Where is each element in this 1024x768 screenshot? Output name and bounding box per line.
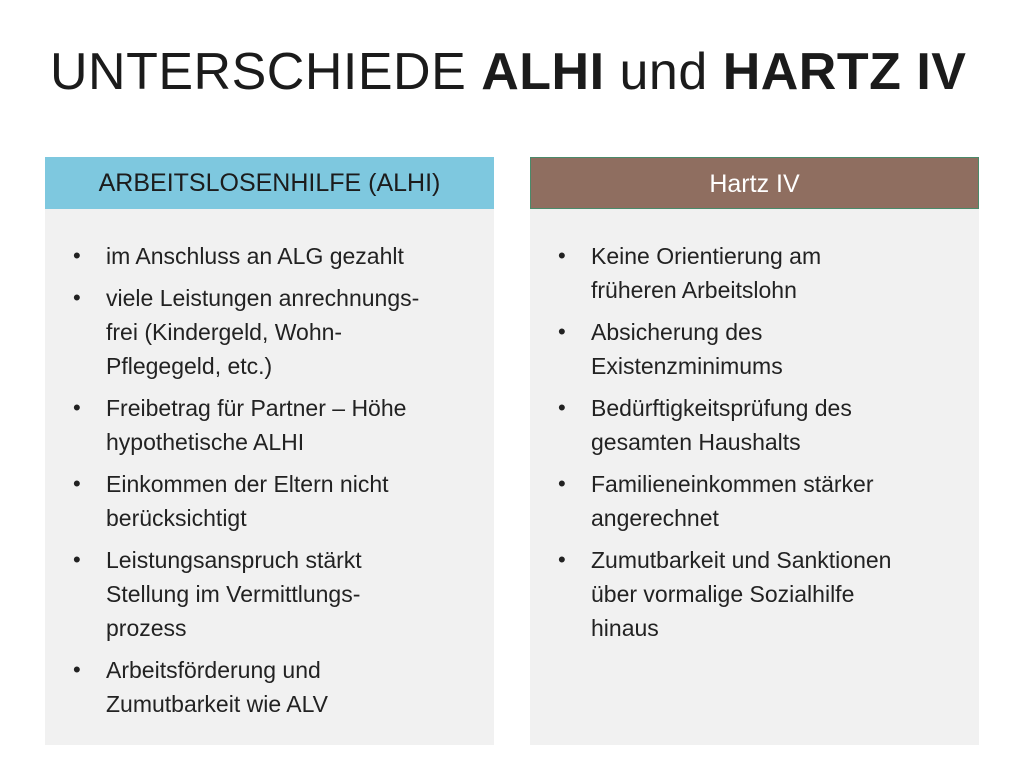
title-part-1: UNTERSCHIEDE bbox=[50, 43, 482, 101]
title-bold-alhi: ALHI bbox=[481, 43, 605, 101]
list-item bbox=[558, 543, 959, 645]
list-item bbox=[558, 315, 959, 383]
hartz-column-header: Hartz IV bbox=[530, 157, 979, 209]
bullet-dot-icon: • bbox=[73, 471, 81, 496]
bullet-dot-icon: • bbox=[558, 243, 566, 268]
bullet-dot-icon: • bbox=[558, 319, 566, 344]
bullet-dot-icon: • bbox=[73, 657, 81, 682]
bullet-dot-icon: • bbox=[73, 547, 81, 572]
bullet-dot-icon: • bbox=[558, 471, 566, 496]
hartz-bullet-list bbox=[530, 209, 979, 645]
alhi-bullet-list bbox=[45, 209, 494, 721]
list-item-text: Arbeitsförderung und Zumutbarkeit wie ALV bbox=[106, 657, 329, 717]
bullet-dot-icon: • bbox=[558, 395, 566, 420]
bullet-dot-icon: • bbox=[73, 285, 81, 310]
list-item-text: Leistungsanspruch stärkt Stellung im Vermittlungs- prozess bbox=[106, 547, 362, 641]
list-item-text: im Anschluss an ALG gezahlt bbox=[106, 243, 404, 269]
list-item bbox=[558, 239, 959, 307]
slide-title bbox=[50, 42, 966, 102]
list-item-text: Familieneinkommen stärker angerechnet bbox=[591, 471, 874, 531]
list-item-text: viele Leistungen anrechnungs- frei (Kindergeld, Wohn- Pflegegeld, etc.) bbox=[106, 285, 420, 379]
list-item bbox=[558, 391, 959, 459]
list-item bbox=[558, 467, 959, 535]
list-item bbox=[73, 391, 474, 459]
bullet-dot-icon: • bbox=[73, 243, 81, 268]
list-item bbox=[73, 543, 474, 645]
title-part-2: und bbox=[604, 43, 723, 101]
list-item bbox=[73, 467, 474, 535]
list-item-text: Freibetrag für Partner – Höhe hypothetische ALHI bbox=[106, 395, 407, 455]
list-item bbox=[73, 239, 474, 273]
list-item-text: Bedürftigkeitsprüfung des gesamten Haushalts bbox=[591, 395, 852, 455]
list-item-text: Keine Orientierung am früheren Arbeitslohn bbox=[591, 243, 822, 303]
alhi-column bbox=[45, 157, 494, 745]
bullet-dot-icon: • bbox=[73, 395, 81, 420]
list-item-text: Absicherung des Existenzminimums bbox=[591, 319, 783, 379]
list-item-text: Einkommen der Eltern nicht berücksichtigt bbox=[106, 471, 389, 531]
bullet-dot-icon: • bbox=[558, 547, 566, 572]
alhi-column-header: ARBEITSLOSENHILFE (ALHI) bbox=[45, 157, 494, 209]
list-item bbox=[73, 281, 474, 383]
hartz-column bbox=[530, 157, 979, 745]
list-item-text: Zumutbarkeit und Sanktionen über vormalige Sozialhilfe hinaus bbox=[591, 547, 892, 641]
title-bold-hartz: HARTZ IV bbox=[722, 43, 967, 101]
list-item bbox=[73, 653, 474, 721]
